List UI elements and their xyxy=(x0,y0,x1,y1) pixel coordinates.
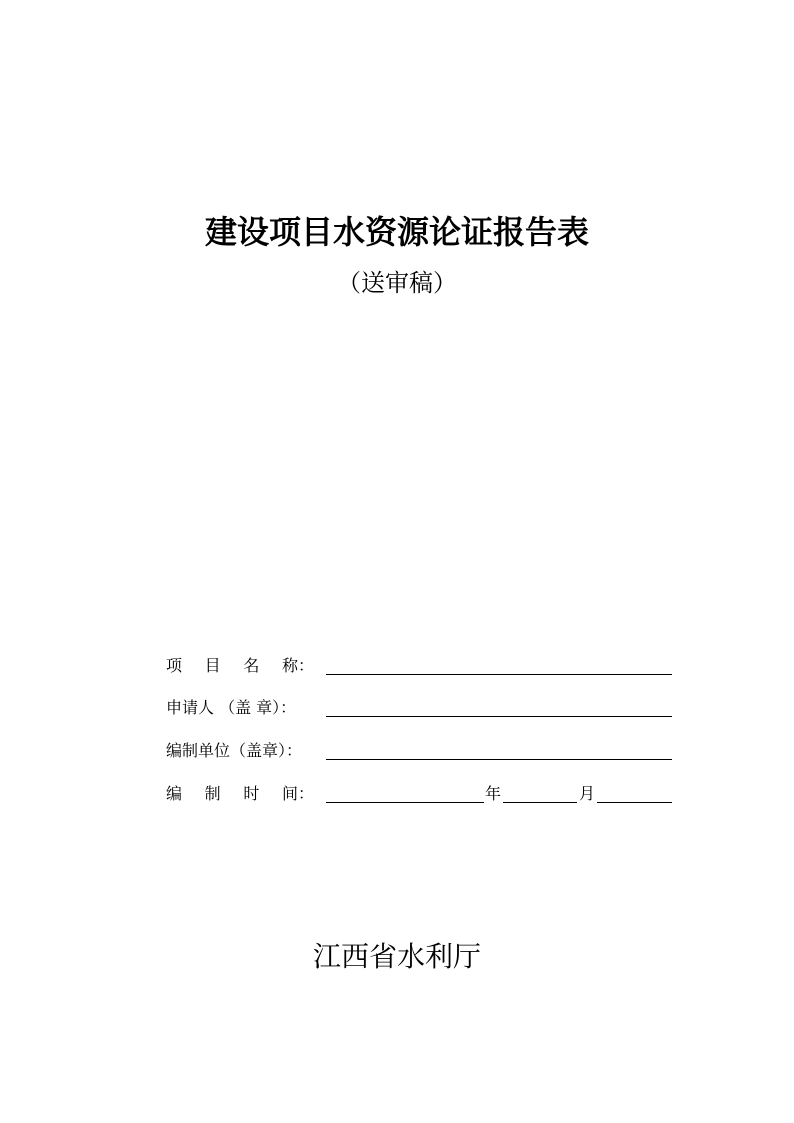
document-subtitle: （送审稿） xyxy=(337,269,457,297)
month-suffix: 月 xyxy=(578,784,595,803)
issuing-authority: 江西省水利厅 xyxy=(312,940,481,973)
editing-time-label-part-2: 制 xyxy=(204,784,221,803)
project-name-label-part-1: 项 xyxy=(166,656,183,675)
applicant-row xyxy=(166,694,672,722)
project-name-row xyxy=(166,652,672,680)
editing-unit-field-line[interactable] xyxy=(326,759,672,760)
editing-time-label-part-1: 编 xyxy=(166,784,183,803)
editing-unit-row xyxy=(166,737,672,765)
editing-time-row xyxy=(166,780,672,808)
applicant-field-line[interactable] xyxy=(326,716,672,717)
project-name-label-part-4: 称： xyxy=(281,656,314,675)
applicant-label: 申请人 （盖 章）： xyxy=(166,698,297,717)
editing-time-label-part-3: 时 xyxy=(243,784,260,803)
day-field-line[interactable] xyxy=(597,802,672,803)
project-name-field-line[interactable] xyxy=(326,674,672,675)
project-name-label-part-2: 目 xyxy=(204,656,221,675)
editing-time-label-part-4: 间： xyxy=(281,784,314,803)
project-name-label xyxy=(166,652,314,680)
document-title: 建设项目水资源论证报告表 xyxy=(204,213,589,251)
editing-time-label xyxy=(166,780,314,808)
project-name-label-part-3: 名 xyxy=(243,656,260,675)
editing-unit-label: 编制单位（盖章）： xyxy=(166,741,303,760)
month-field-line[interactable] xyxy=(503,802,577,803)
year-suffix: 年 xyxy=(484,784,501,803)
year-field-line[interactable] xyxy=(326,802,484,803)
